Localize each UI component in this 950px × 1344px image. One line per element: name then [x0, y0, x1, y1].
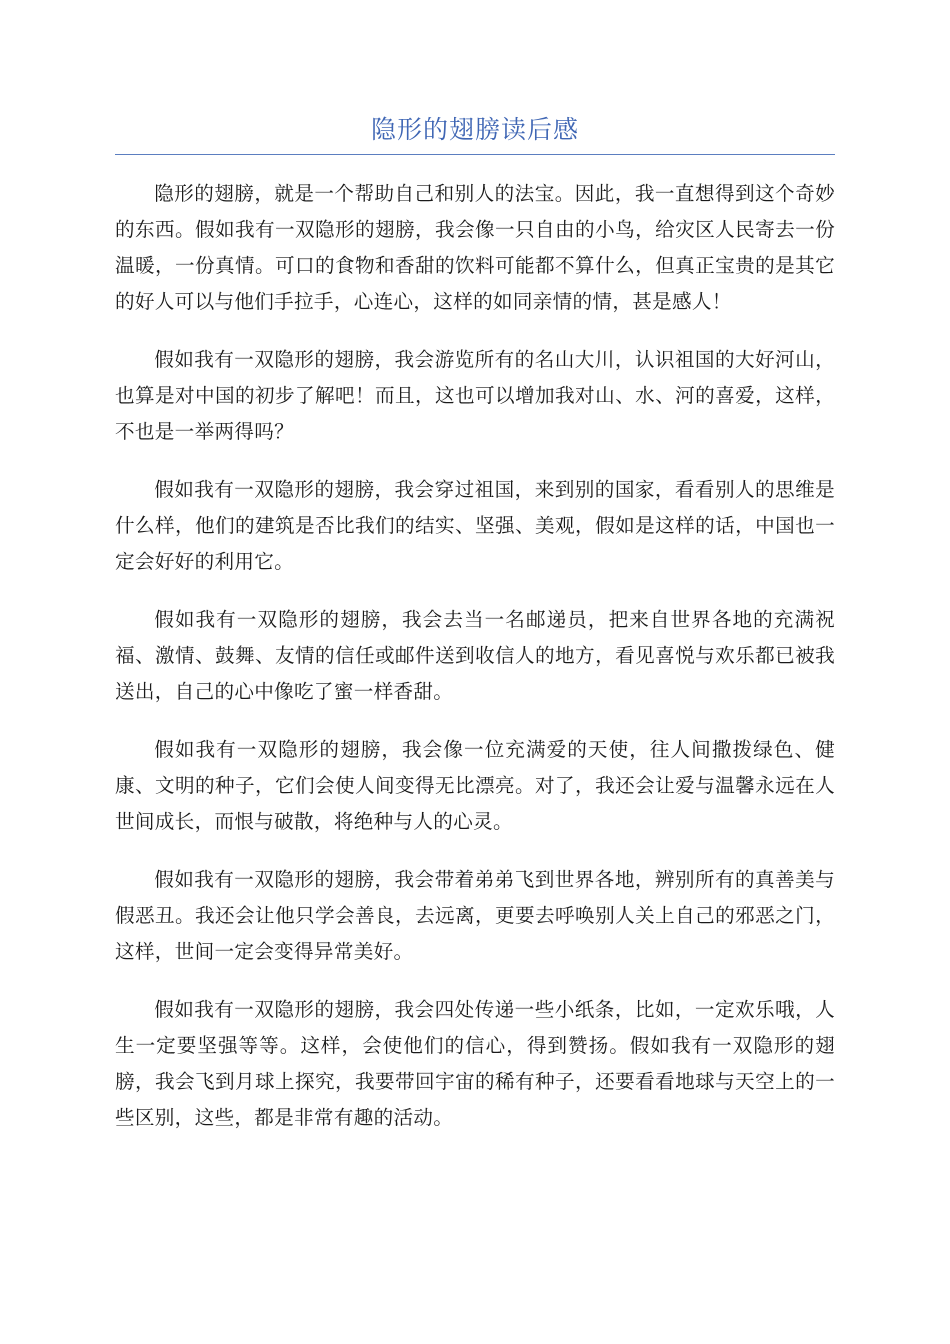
paragraph: 假如我有一双隐形的翅膀，我会游览所有的名山大川，认识祖国的大好河山，也算是对中国的初步了解吧！而且，这也可以增加我对山、水、河的喜爱，这样，不也是一举两得吗？: [115, 348, 835, 443]
paragraph: 假如我有一双隐形的翅膀，我会去当一名邮递员，把来自世界各地的充满祝福、激情、鼓舞、友情的信任或邮件送到收信人的地方，看见喜悦与欢乐都已被我送出，自己的心中像吃了蜜一样香甜。: [115, 608, 835, 703]
paragraph: 假如我有一双隐形的翅膀，我会带着弟弟飞到世界各地，辨别所有的真善美与假恶丑。我还会让他只学会善良，去远离，更要去呼唤别人关上自己的邪恶之门，这样，世间一定会变得异常美好。: [115, 868, 835, 963]
paragraph: 隐形的翅膀，就是一个帮助自己和别人的法宝。因此，我一直想得到这个奇妙的东西。假如我有一双隐形的翅膀，我会像一只自由的小鸟，给灾区人民寄去一份温暖，一份真情。可口的食物和香甜的饮料可能都不算什么，但真正宝贵的是其它的好人可以与他们手拉手，心连心，这样的如同亲情的情，甚是感人！: [115, 182, 835, 313]
paragraph: 假如我有一双隐形的翅膀，我会穿过祖国，来到别的国家，看看别人的思维是什么样，他们的建筑是否比我们的结实、坚强、美观，假如是这样的话，中国也一定会好好的利用它。: [115, 478, 835, 573]
paragraph: 假如我有一双隐形的翅膀，我会像一位充满爱的天使，往人间撒拨绿色、健康、文明的种子，它们会使人间变得无比漂亮。对了，我还会让爱与温馨永远在人世间成长，而恨与破散，将绝种与人的心灵。: [115, 738, 835, 833]
title-block: [115, 112, 835, 155]
document-body: [115, 176, 835, 1158]
document-title: 隐形的翅膀读后感: [370, 115, 579, 144]
paragraph: 假如我有一双隐形的翅膀，我会四处传递一些小纸条，比如，一定欢乐哦，人生一定要坚强等等。这样，会使他们的信心，得到赞扬。假如我有一双隐形的翅膀，我会飞到月球上探究，我要带回宇宙的稀有种子，还要看看地球与天空上的一些区别，这些，都是非常有趣的活动。: [115, 998, 835, 1129]
